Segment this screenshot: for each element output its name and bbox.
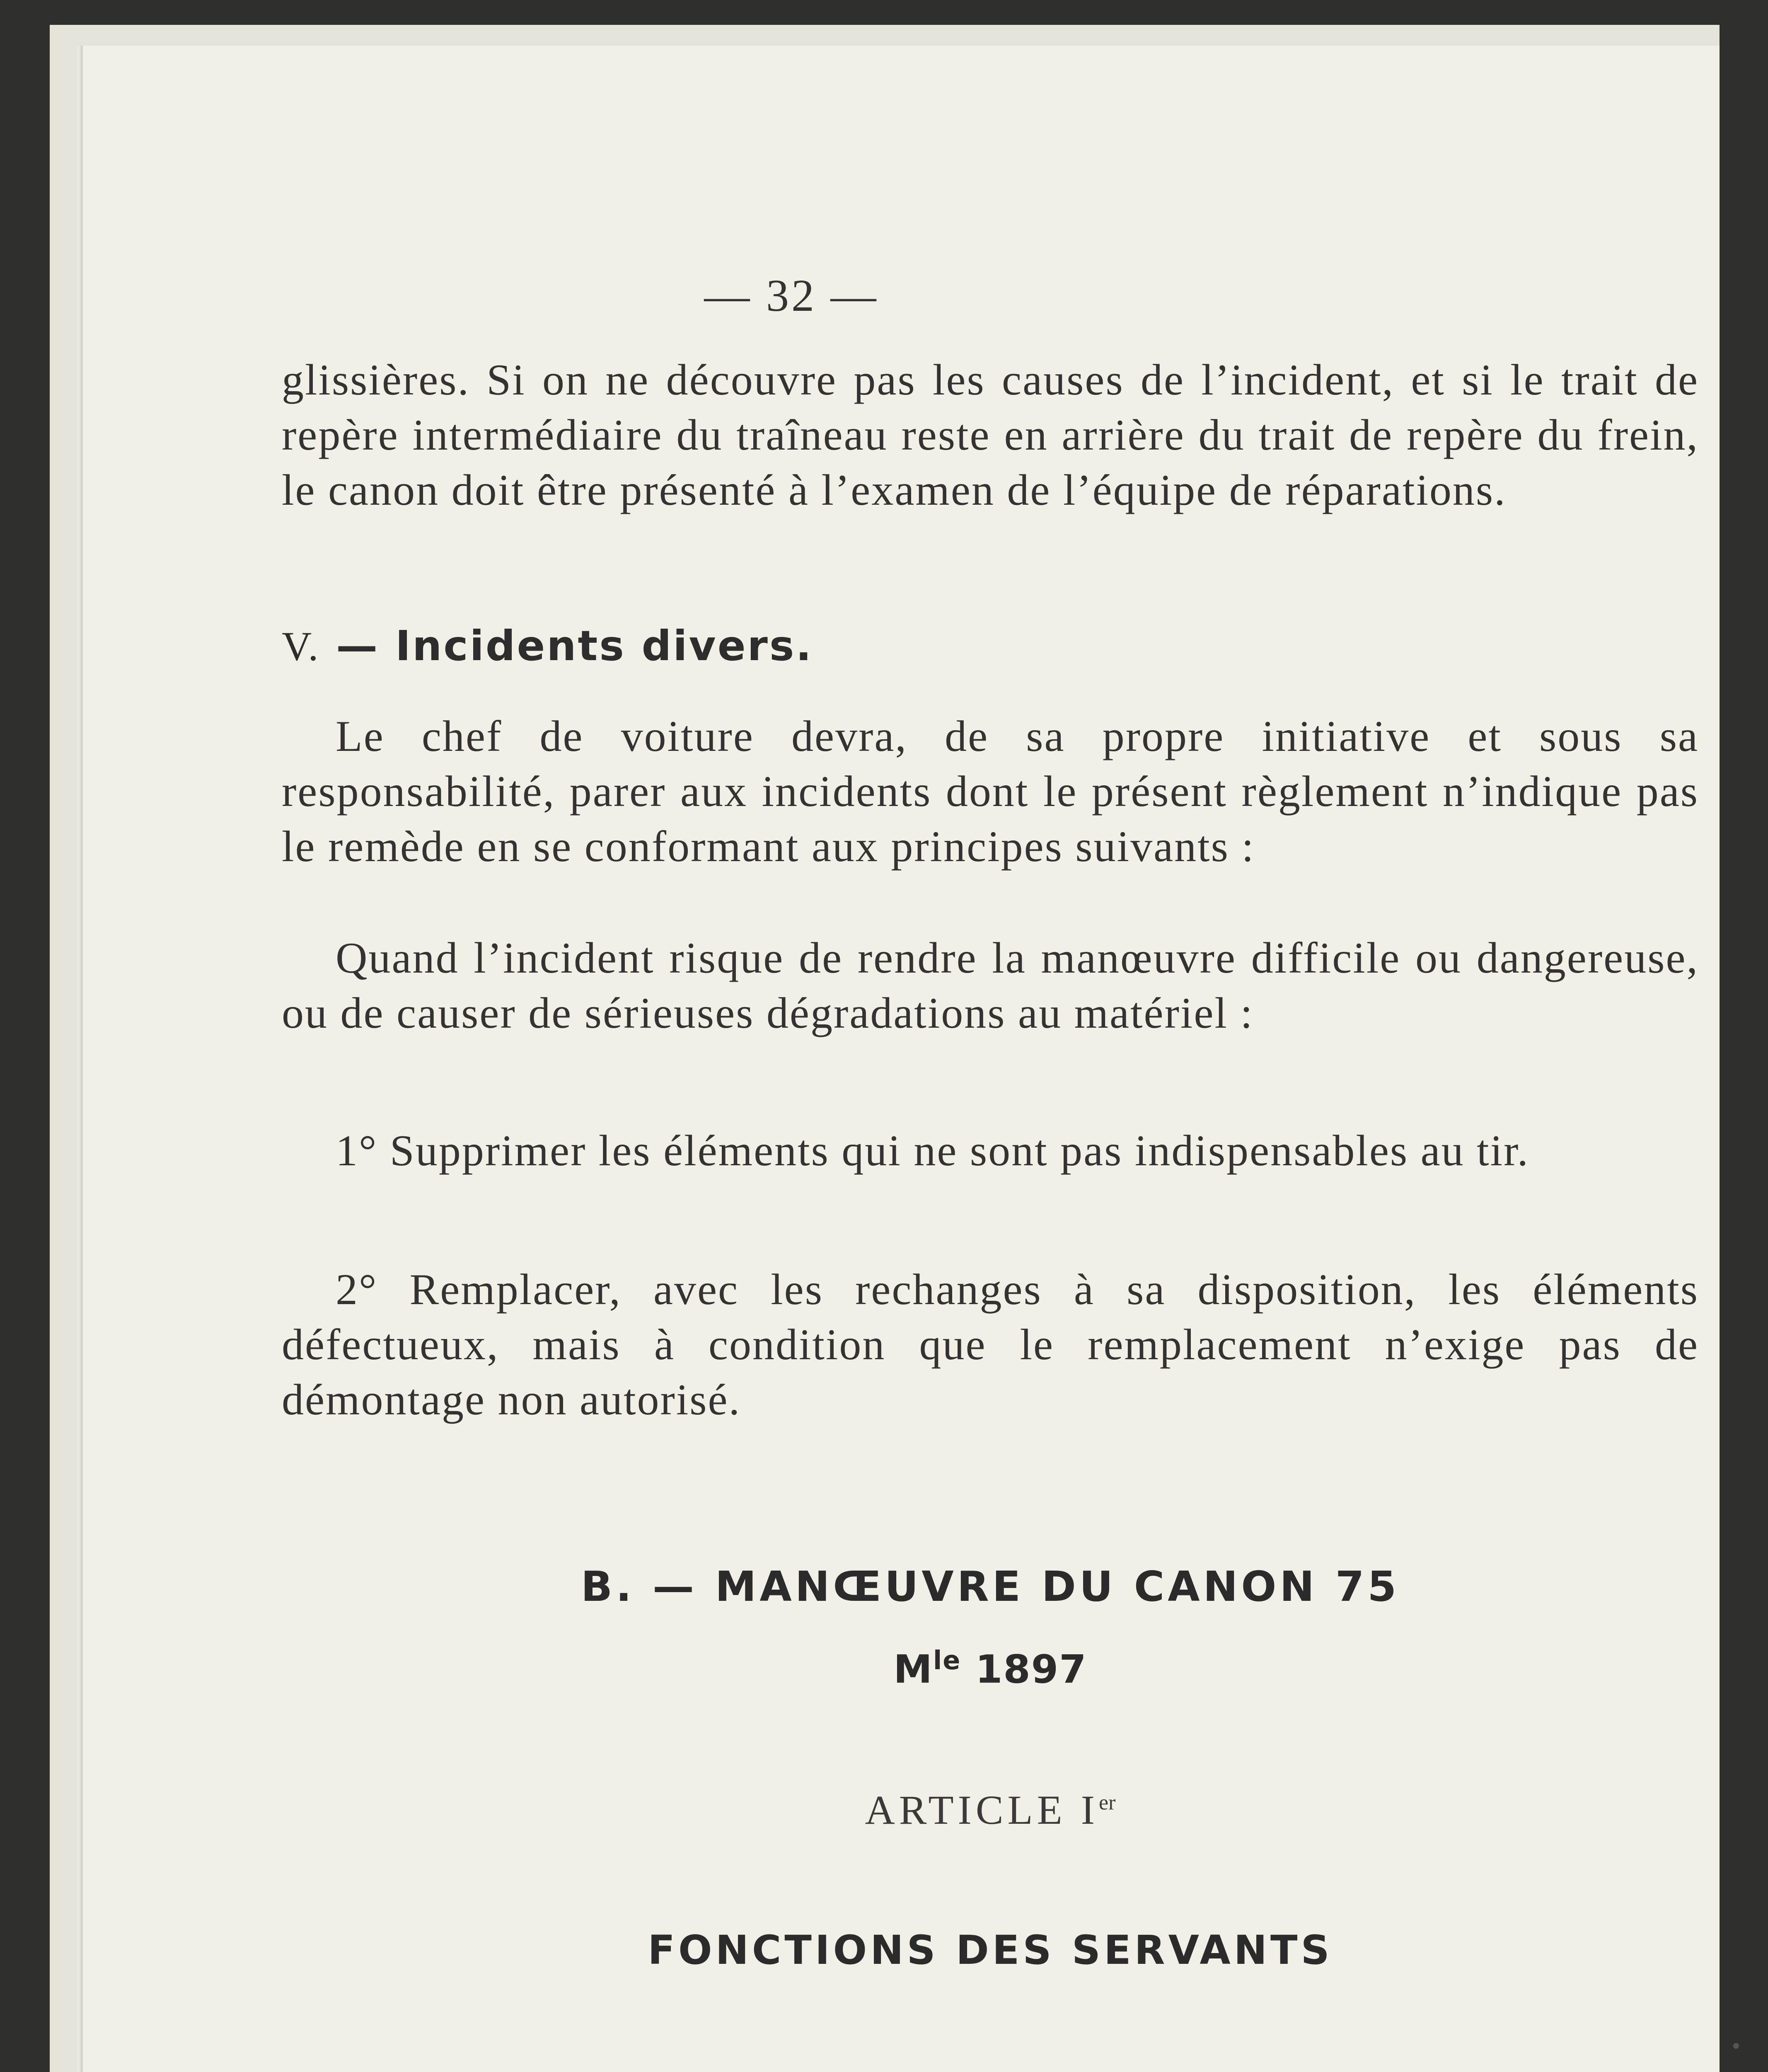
paragraph-text: Quand l’incident risque de rendre la manœuvre difficile ou dangereuse, ou de causer de sérieuses dégradations au matériel :	[282, 934, 1699, 1037]
page-number: — 32 —	[704, 270, 879, 321]
book-page	[83, 46, 1720, 2072]
model-year: 1897	[975, 1647, 1087, 1692]
rule-text: 2° Remplacer, avec les rechanges à sa disposition, les éléments défectueux, mais à condition que le remplacement n’exige pas de démontage non autorisé.	[282, 1265, 1699, 1424]
section-title: — Incidents divers.	[336, 622, 813, 670]
page-edge-mark	[1733, 2043, 1739, 2049]
paragraph-text: Le chef de voiture devra, de sa propre initiative et sous sa responsabilité, parer aux incidents dont le présent règlement n’indique pas le remède en se conformant aux principes suivants :	[282, 712, 1699, 871]
rule-2	[282, 1262, 1699, 1427]
rule-text: 1° Supprimer les éléments qui ne sont pas indispensables au tir.	[336, 1126, 1530, 1175]
article-title: FONCTIONS DES SERVANTS	[648, 1927, 1333, 1973]
article-superscript: er	[1099, 1791, 1116, 1815]
model-designation	[282, 1645, 1699, 1692]
part-b-heading: B. — MANŒUVRE DU CANON 75	[580, 1562, 1400, 1611]
continuation-paragraph	[282, 352, 1699, 518]
article-label: ARTICLE I	[865, 1787, 1099, 1833]
model-superscript: le	[933, 1645, 961, 1675]
paragraph-text: glissières. Si on ne découvre pas les causes de l’incident, et si le trait de repère intermédiaire du traîneau reste en arrière du trait de repère du frein, le canon doit être présenté à l’examen de l’équipe de réparations.	[282, 356, 1699, 514]
incidents-paragraph-1	[282, 709, 1699, 874]
incidents-paragraph-2	[282, 930, 1699, 1041]
article-heading	[282, 1786, 1699, 1834]
section-number: V.	[282, 623, 320, 669]
model-prefix: M	[893, 1647, 933, 1692]
section-heading-incidents	[282, 622, 1699, 670]
rule-1	[282, 1123, 1699, 1178]
